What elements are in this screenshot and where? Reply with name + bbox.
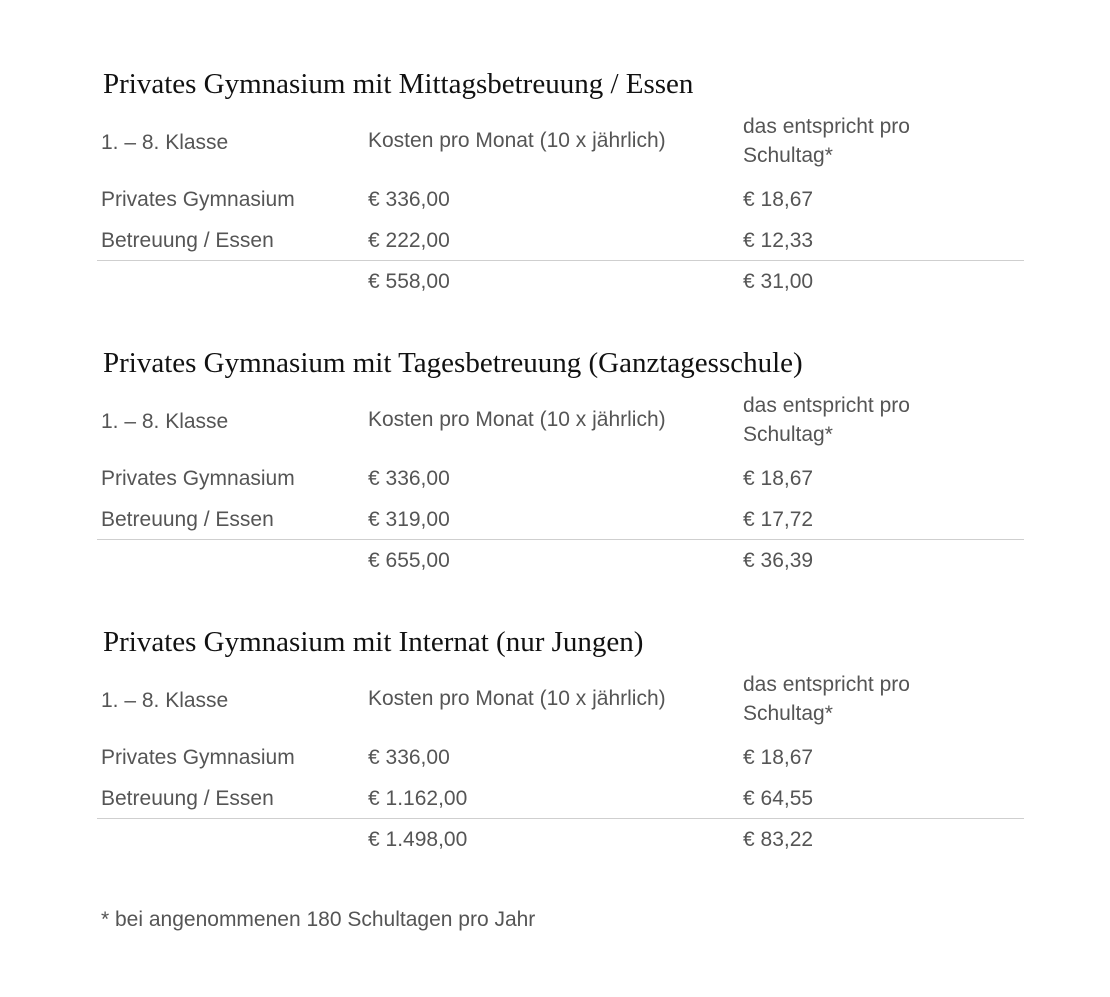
- total-daily: € 36,39: [743, 549, 814, 572]
- footnote: * bei angenommenen 180 Schultagen pro Jahr: [101, 908, 536, 931]
- row-daily: € 18,67: [743, 467, 814, 490]
- header-monthly-label: Kosten pro Monat (10 x jährlich): [368, 408, 666, 431]
- row-monthly: € 336,00: [368, 188, 450, 211]
- header-daily-label: das entspricht pro Schultag*: [743, 673, 910, 725]
- row-label: Betreuung / Essen: [101, 229, 274, 252]
- row-daily: € 18,67: [743, 188, 814, 211]
- row-monthly: € 222,00: [368, 229, 450, 252]
- row-daily: € 17,72: [743, 508, 814, 531]
- total-monthly: € 655,00: [368, 549, 450, 572]
- row-label: Privates Gymnasium: [101, 467, 295, 490]
- total-divider: [97, 260, 1024, 261]
- section-title: Privates Gymnasium mit Internat (nur Jungen): [103, 626, 644, 658]
- header-class-label: 1. – 8. Klasse: [101, 410, 229, 433]
- row-monthly: € 1.162,00: [368, 787, 468, 810]
- row-monthly: € 319,00: [368, 508, 450, 531]
- total-divider: [97, 539, 1024, 540]
- row-daily: € 18,67: [743, 746, 814, 769]
- section-title: Privates Gymnasium mit Mittagsbetreuung / Essen: [103, 68, 694, 100]
- total-divider: [97, 818, 1024, 819]
- row-label: Privates Gymnasium: [101, 746, 295, 769]
- total-monthly: € 558,00: [368, 270, 450, 293]
- row-monthly: € 336,00: [368, 746, 450, 769]
- header-daily-label: das entspricht pro Schultag*: [743, 394, 910, 446]
- row-label: Betreuung / Essen: [101, 787, 274, 810]
- row-monthly: € 336,00: [368, 467, 450, 490]
- row-daily: € 64,55: [743, 787, 814, 810]
- section-title: Privates Gymnasium mit Tagesbetreuung (Ganztagesschule): [103, 347, 803, 379]
- header-monthly-label: Kosten pro Monat (10 x jährlich): [368, 687, 666, 710]
- header-class-label: 1. – 8. Klasse: [101, 131, 229, 154]
- header-class-label: 1. – 8. Klasse: [101, 689, 229, 712]
- row-label: Privates Gymnasium: [101, 188, 295, 211]
- row-label: Betreuung / Essen: [101, 508, 274, 531]
- header-monthly-label: Kosten pro Monat (10 x jährlich): [368, 129, 666, 152]
- total-daily: € 31,00: [743, 270, 814, 293]
- total-monthly: € 1.498,00: [368, 828, 468, 851]
- total-daily: € 83,22: [743, 828, 814, 851]
- row-daily: € 12,33: [743, 229, 814, 252]
- header-daily-label: das entspricht pro Schultag*: [743, 115, 910, 167]
